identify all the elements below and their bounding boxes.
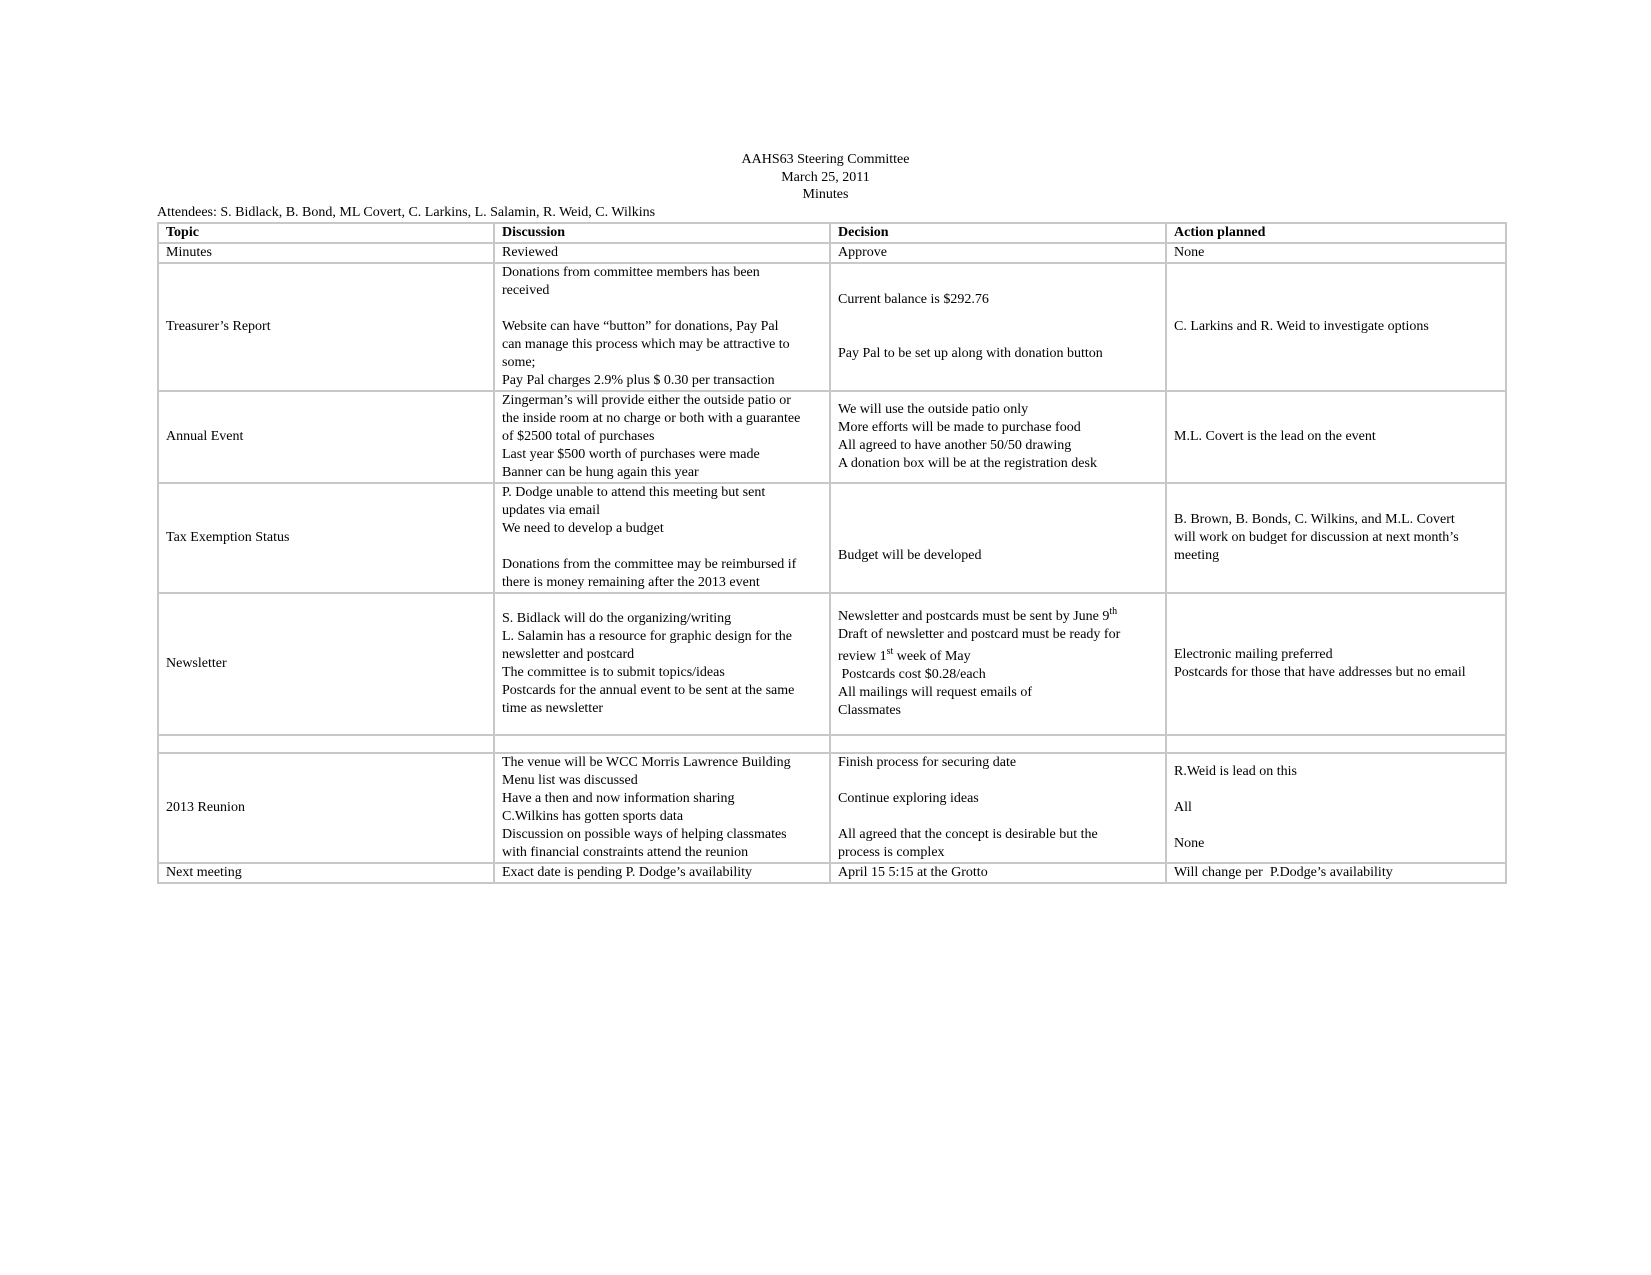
column-header-action: Action planned [1167, 224, 1505, 244]
document-header [0, 151, 1651, 204]
action-cell: M.L. Covert is the lead on the event [1167, 392, 1505, 484]
discussion-line: Website can have “button” for donations, Pay Pal [502, 319, 779, 334]
decision-line: Budget will be developed [838, 548, 982, 563]
discussion-cell: Exact date is pending P. Dodge’s availability [495, 864, 831, 882]
discussion-line: Pay Pal charges 2.9% plus $ 0.30 per transaction [502, 373, 775, 388]
ordinal-suffix: th [1109, 606, 1118, 617]
discussion-line: newsletter and postcard [502, 647, 635, 662]
blank-line [838, 529, 1158, 547]
action-cell [1167, 736, 1505, 754]
discussion-line: some; [502, 355, 536, 370]
topic-cell: Treasurer’s Report [159, 264, 495, 392]
decision-text: week of May [893, 649, 971, 664]
minutes-table [157, 222, 1507, 884]
decision-cell [831, 736, 1167, 754]
discussion-line: Donations from committee members has been [502, 265, 760, 280]
table-row-tax-exemption [159, 484, 1505, 594]
decision-text: review 1 [838, 649, 887, 664]
topic-cell [159, 736, 495, 754]
blank-line [838, 511, 1158, 529]
meeting-date: March 25, 2011 [781, 169, 870, 185]
decision-line: Classmates [838, 703, 901, 718]
action-cell [1167, 484, 1505, 594]
discussion-line: received [502, 283, 550, 298]
discussion-line: L. Salamin has a resource for graphic design for the [502, 629, 793, 644]
decision-line: process is complex [838, 845, 945, 860]
table-row-minutes [159, 244, 1505, 264]
blank-line [838, 808, 1158, 826]
discussion-cell [495, 594, 831, 736]
column-header-decision: Decision [831, 224, 1167, 244]
decision-line: Pay Pal to be set up along with donation button [838, 346, 1103, 361]
column-header-discussion: Discussion [495, 224, 831, 244]
decision-cell [831, 594, 1167, 736]
discussion-line: updates via email [502, 503, 600, 518]
discussion-line: can manage this process which may be attractive to [502, 337, 790, 352]
discussion-line: We need to develop a budget [502, 521, 664, 536]
discussion-line: P. Dodge unable to attend this meeting but sent [502, 485, 766, 500]
discussion-cell [495, 736, 831, 754]
topic-cell: Next meeting [159, 864, 495, 882]
discussion-line: The committee is to submit topics/ideas [502, 665, 725, 680]
blank-line [838, 772, 1158, 790]
discussion-line: Donations from the committee may be reimbursed if [502, 557, 797, 572]
action-line: R.Weid is lead on this [1174, 764, 1297, 779]
decision-text: Newsletter and postcards must be sent by June 9 [838, 609, 1110, 624]
action-line: None [1174, 836, 1205, 851]
discussion-cell [495, 484, 831, 594]
discussion-line: C.Wilkins has gotten sports data [502, 809, 684, 824]
decision-line: All agreed that the concept is desirable but the [838, 827, 1098, 842]
discussion-cell [495, 754, 831, 864]
ordinal-suffix: st [886, 646, 894, 657]
action-cell: Will change per P.Dodge’s availability [1174, 865, 1393, 880]
attendees-line: Attendees: S. Bidlack, B. Bond, ML Covert, C. Larkins, L. Salamin, R. Weid, C. Wilkins [157, 205, 656, 220]
discussion-line: The venue will be WCC Morris Lawrence Building [502, 755, 791, 770]
discussion-line: Banner can be hung again this year [502, 465, 699, 480]
decision-cell: Approve [831, 244, 1167, 264]
action-line: Electronic mailing preferred [1174, 647, 1333, 662]
discussion-line: with financial constraints attend the reunion [502, 845, 749, 860]
discussion-line: Discussion on possible ways of helping classmates [502, 827, 787, 842]
topic-cell: Annual Event [159, 392, 495, 484]
decision-line: Finish process for securing date [838, 755, 1017, 770]
discussion-line: the inside room at no charge or both with a guarantee [502, 411, 801, 426]
decision-cell [831, 392, 1167, 484]
blank-line [502, 538, 822, 556]
discussion-line: Last year $500 worth of purchases were made [502, 447, 760, 462]
action-line: B. Brown, B. Bonds, C. Wilkins, and M.L. Covert [1174, 512, 1455, 527]
blank-line [1174, 817, 1498, 835]
action-cell: C. Larkins and R. Weid to investigate options [1167, 264, 1505, 392]
decision-line: All agreed to have another 50/50 drawing [838, 438, 1072, 453]
discussion-cell [495, 264, 831, 392]
table-row-treasurer [159, 264, 1505, 392]
table-row-empty [159, 736, 1505, 754]
action-line: Postcards for those that have addresses but no email [1174, 665, 1466, 680]
action-cell: None [1167, 244, 1505, 264]
decision-line: Current balance is $292.76 [838, 292, 989, 307]
topic-cell: Minutes [159, 244, 495, 264]
discussion-line: S. Bidlack will do the organizing/writing [502, 611, 732, 626]
blank-line [502, 300, 822, 318]
action-cell [1167, 754, 1505, 864]
decision-cell [831, 754, 1167, 864]
action-line: All [1174, 800, 1192, 815]
table-row-next-meeting [159, 864, 1505, 882]
topic-cell: Newsletter [159, 594, 495, 736]
decision-cell [831, 484, 1167, 594]
document-type: Minutes [802, 187, 849, 202]
discussion-line: of $2500 total of purchases [502, 429, 655, 444]
action-line: will work on budget for discussion at next month’s [1174, 530, 1459, 545]
topic-cell: Tax Exemption Status [159, 484, 495, 594]
blank-line [838, 309, 1158, 327]
decision-line [838, 648, 1158, 666]
discussion-line: Postcards for the annual event to be sent at the same [502, 683, 795, 698]
column-header-topic: Topic [159, 224, 495, 244]
action-line: meeting [1174, 548, 1220, 563]
decision-line: A donation box will be at the registration desk [838, 456, 1097, 471]
decision-line: We will use the outside patio only [838, 402, 1029, 417]
decision-cell: April 15 5:15 at the Grotto [831, 864, 1167, 882]
decision-line [838, 608, 1158, 626]
action-cell [1167, 594, 1505, 736]
discussion-line: Have a then and now information sharing [502, 791, 735, 806]
table-row-2013-reunion [159, 754, 1505, 864]
decision-line: Draft of newsletter and postcard must be ready for [838, 627, 1121, 642]
discussion-cell [495, 392, 831, 484]
table-row-annual-event [159, 392, 1505, 484]
decision-line: More efforts will be made to purchase food [838, 420, 1081, 435]
decision-line: All mailings will request emails of [838, 685, 1033, 700]
discussion-line: time as newsletter [502, 701, 604, 716]
discussion-cell: Reviewed [495, 244, 831, 264]
discussion-line: there is money remaining after the 2013 event [502, 575, 760, 590]
committee-name: AAHS63 Steering Committee [741, 152, 910, 167]
decision-line: Postcards cost $0.28/each [838, 667, 986, 682]
discussion-line: Zingerman’s will provide either the outside patio or [502, 393, 791, 408]
table-header-row [159, 224, 1505, 244]
decision-line: Continue exploring ideas [838, 791, 979, 806]
blank-line [1174, 781, 1498, 799]
discussion-line: Menu list was discussed [502, 773, 638, 788]
table-row-newsletter [159, 594, 1505, 736]
topic-cell: 2013 Reunion [159, 754, 495, 864]
blank-line [838, 327, 1158, 345]
decision-cell [831, 264, 1167, 392]
